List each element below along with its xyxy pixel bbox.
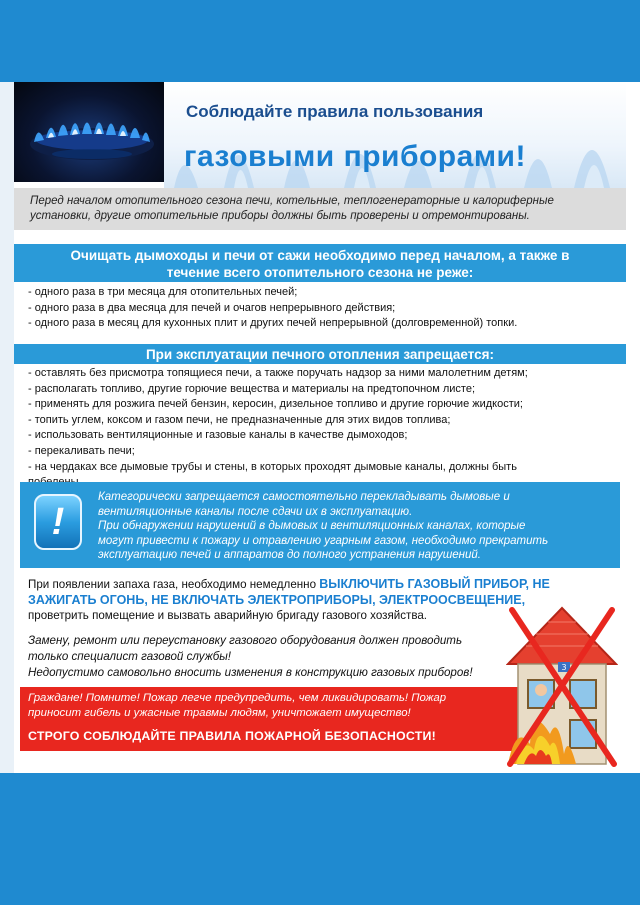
intro-line: установки, другие отопительные приборы должны быть проверены и отремонтированы. bbox=[30, 210, 530, 222]
warning-line: эксплуатацию печей и аппаратов до полного устранения нарушений. bbox=[98, 549, 481, 561]
poster-header bbox=[14, 82, 626, 188]
burning-house-icon bbox=[506, 604, 618, 770]
intro-line: Перед началом отопительного сезона печи, котельные, теплогенераторные и калориферные bbox=[30, 195, 554, 207]
repair-line: только специалист газовой службы! bbox=[28, 650, 231, 663]
chimney-cleaning-heading bbox=[14, 244, 626, 282]
heading-line: Очищать дымоходы и печи от сажи необходимо перед началом, а также в bbox=[70, 248, 570, 263]
list-item: - оставлять без присмотра топящиеся печи, а также поручать надзор за ними малолетним детям; bbox=[28, 367, 528, 379]
poster bbox=[14, 82, 626, 773]
chimney-cleaning-list bbox=[28, 285, 624, 332]
list-item: - на чердаках все дымовые трубы и стены, в которых проходят дымовые каналы, должны быть bbox=[28, 460, 517, 473]
list-item: - одного раза в три месяца для отопительных печей; bbox=[28, 286, 298, 298]
heading-line: течение всего отопительного сезона не реже: bbox=[166, 265, 474, 280]
list-item: - перекаливать печи; bbox=[28, 444, 135, 457]
left-edge-strip bbox=[0, 82, 14, 773]
top-blue-band bbox=[0, 0, 640, 82]
repair-line: Замену, ремонт или переустановку газового оборудования должен проводить bbox=[28, 634, 463, 647]
list-item: - топить углем, коксом и газом печи, не предназначенные для этих видов топлива; bbox=[28, 413, 451, 426]
warning-line: могут привести к пожару и отравлению угарным газом, необходимо прекратить bbox=[98, 534, 549, 547]
bottom-blue-band bbox=[0, 773, 640, 905]
warning-line: Категорически запрещается самостоятельно перекладывать дымовые и bbox=[98, 491, 510, 503]
burner-flame-icon bbox=[14, 82, 164, 182]
gas-highlight: ЗАЖИГАТЬ ОГОНЬ, НЕ ВКЛЮЧАТЬ ЭЛЕКТРОПРИБОРЫ, ЭЛЕКТРООСВЕЩЕНИЕ, bbox=[28, 592, 526, 607]
citizens-alert-box bbox=[20, 687, 520, 751]
list-item: - одного раза в месяц для кухонных плит и других печей непрерывной (долговременной) топки. bbox=[28, 317, 518, 330]
warning-box bbox=[20, 482, 620, 568]
gas-text: проветрить помещение и вызвать аварийную бригаду газового хозяйства. bbox=[28, 609, 428, 622]
exclamation-icon: ! bbox=[34, 494, 82, 550]
citizens-line: Граждане! Помните! Пожар легче предупредить, чем ликвидировать! Пожар bbox=[28, 692, 447, 704]
citizens-line: приносит гибель и ужасные травмы людям, уничтожает имущество! bbox=[28, 706, 411, 719]
repair-notice bbox=[28, 633, 548, 681]
prohibitions-list bbox=[28, 366, 624, 491]
fire-safety-slogan: СТРОГО СОБЛЮДАЙТЕ ПРАВИЛА ПОЖАРНОЙ БЕЗОПАСНОСТИ! bbox=[28, 729, 436, 743]
citizens-text bbox=[28, 691, 518, 720]
list-item: - одного раза в два месяца для печей и очагов непрерывного действия; bbox=[28, 301, 396, 314]
gas-highlight: ВЫКЛЮЧИТЬ ГАЗОВЫЙ ПРИБОР, НЕ bbox=[319, 577, 550, 591]
title-line-2: газовыми приборами! bbox=[184, 140, 526, 173]
warning-line: вентиляционные каналы после сдачи их в эксплуатацию. bbox=[98, 505, 413, 518]
house-number: 3 bbox=[561, 663, 567, 672]
title-line-1: Соблюдайте правила пользования bbox=[186, 102, 484, 121]
list-item: - располагать топливо, другие горючие вещества и материалы на предтопочном листе; bbox=[28, 382, 476, 395]
prohibitions-heading: При эксплуатации печного отопления запрещается: bbox=[14, 344, 626, 364]
warning-text bbox=[98, 490, 614, 563]
intro-text bbox=[14, 188, 626, 230]
list-item: - применять для розжига печей бензин, керосин, дизельное топливо и другие горючие жидкости; bbox=[28, 398, 523, 411]
repair-line: Недопустимо самовольно вносить изменения в конструкцию газовых приборов! bbox=[28, 666, 473, 679]
gas-burner-image bbox=[14, 82, 164, 182]
list-item: - использовать вентиляционные и газовые каналы в качестве дымоходов; bbox=[28, 429, 408, 442]
title-area bbox=[164, 82, 626, 188]
warning-line: При обнаружении нарушений в дымовых и вентиляционных каналах, которые bbox=[98, 520, 526, 532]
gas-text: При появлении запаха газа, необходимо немедленно bbox=[28, 578, 320, 591]
